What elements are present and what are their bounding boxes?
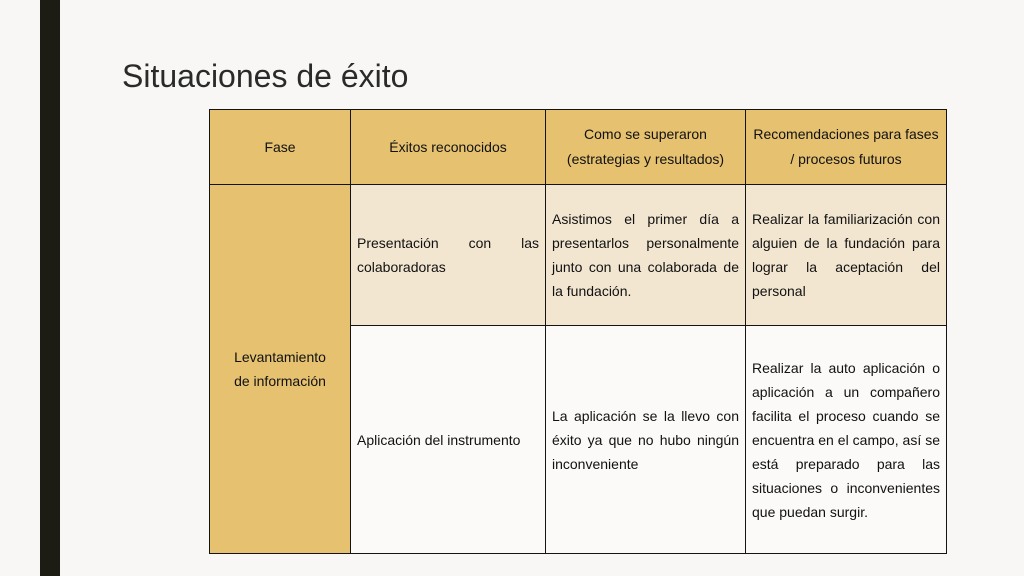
phase-label-line1: Levantamiento [234,349,326,365]
como-cell: Asistimos el primer día a presentarlos personalmente junto con una colaborada de la fundación. [546,185,746,326]
header-recomendaciones: Recomendaciones para fases / procesos futuros [746,110,947,185]
slide-title: Situaciones de éxito [122,58,409,94]
phase-cell [210,185,351,554]
left-accent-bar [40,0,60,576]
como-cell: La aplicación se la llevo con éxito ya que no hubo ningún inconveniente [546,326,746,554]
header-fase: Fase [210,110,351,185]
recomendacion-cell: Realizar la familiarización con alguien de la fundación para lograr la aceptación del personal [746,185,947,326]
phase-label-line2: de información [234,373,326,389]
exito-cell: Presentación con las colaboradoras [351,185,546,326]
header-como-line1: Como se superaron [584,126,707,142]
header-como [546,110,746,185]
success-table [209,109,947,554]
table-row [210,185,947,326]
exito-cell: Aplicación del instrumento [351,326,546,554]
recomendacion-cell: Realizar la auto aplicación o aplicación a un compañero facilita el proceso cuando se encuentra en el campo, así se está preparado para las situaciones o inconvenientes que puedan surgir. [746,326,947,554]
table-header-row [210,110,947,185]
header-exitos: Éxitos reconocidos [351,110,546,185]
header-como-line2: (estrategias y resultados) [566,151,725,167]
